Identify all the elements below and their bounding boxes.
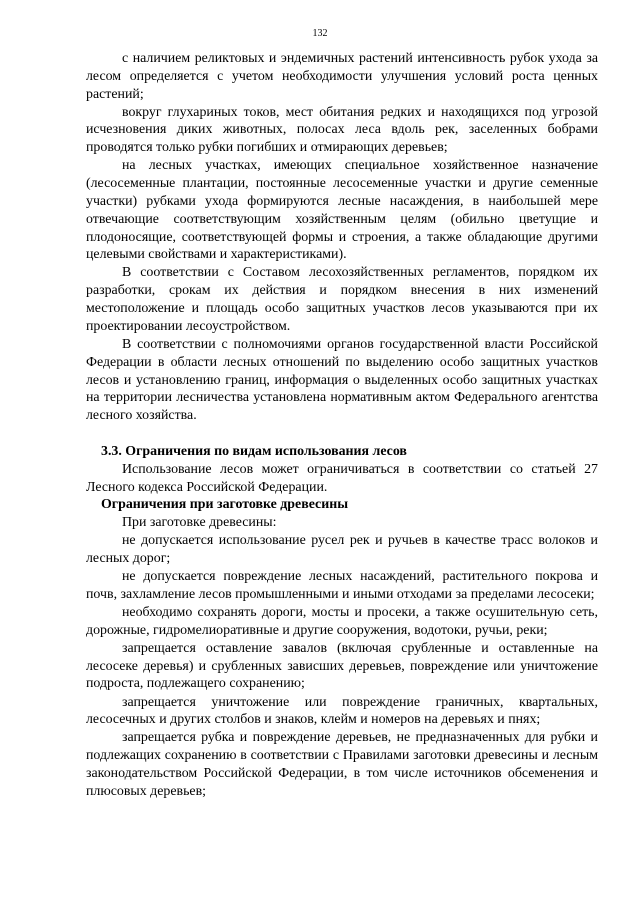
section-heading: 3.3. Ограничения по видам использования лесов — [101, 443, 407, 459]
section-intro: Использование лесов может ограничиваться в соответствии со статьей 27 Лесного кодекса Российской Федерации. — [86, 461, 598, 495]
page-content — [86, 50, 598, 801]
paragraph: При заготовке древесины: — [122, 515, 277, 531]
page-number: 132 — [312, 28, 328, 39]
paragraph: В соответствии с полномочиями органов государственной власти Российской Федерации в области лесных отношений по выделению особо защитных участков лесов и установлению границ, информация о выделенных особо защитных участках на территории лесничества установлена нормативным актом Федерального агентства лесного хозяйства. — [86, 336, 598, 424]
paragraph: с наличием реликтовых и эндемичных растений интенсивность рубок ухода за лесом определяется с учетом необходимости улучшения условий роста ценных растений; — [86, 51, 598, 102]
section-gap — [86, 425, 598, 443]
paragraph: не допускается повреждение лесных насаждений, растительного покрова и почв, захламление лесов промышленными и иными отходами за пределами лесосеки; — [86, 569, 598, 602]
paragraph: запрещается уничтожение или повреждение граничных, квартальных, лесосечных и других столбов и знаков, клейм и номеров на деревьях и пнях; — [86, 694, 598, 728]
paragraph: на лесных участках, имеющих специальное хозяйственное назначение (лесосеменные плантации, постоянные лесосеменные участки и другие семенные участки) рубками ухода формируются лесные насаждения, в наибольшей мере отвечающие соответствующим хозяйственным целям (обильно цветущие и плодоносящие, соответствующей формы и строения, а также обладающие другими целевыми свойствами и характеристиками). — [86, 158, 598, 263]
paragraph: запрещается оставление завалов (включая срубленные и оставленные на лесосеке деревья) и срубленных зависших деревьев, повреждение или уничтожение подроста, подлежащего сохранению; — [86, 640, 598, 692]
paragraph: не допускается использование русел рек и ручьев в качестве трасс волоков и лесных дорог; — [86, 533, 598, 566]
paragraph: необходимо сохранять дороги, мосты и просеки, а также осушительную сеть, дорожные, гидромелиоративные и другие сооружения, водотоки, ручьи, реки; — [86, 604, 598, 638]
paragraph: вокруг глухариных токов, мест обитания редких и находящихся под угрозой исчезновения диких животных, полосах леса вдоль рек, заселенных бобрами проводятся только рубки погибших и отмирающих деревьев; — [86, 104, 598, 156]
subsection-heading: Ограничения при заготовке древесины — [101, 497, 349, 513]
paragraph: В соответствии с Составом лесохозяйственных регламентов, порядком их разработки, срокам их действия и порядком внесения в них изменений местоположение и площадь особо защитных участков лесов указываются при их проектировании лесоустройством. — [86, 265, 598, 334]
paragraph: запрещается рубка и повреждение деревьев, не предназначенных для рубки и подлежащих сохранению в соответствии с Правилами заготовки древесины и лесным законодательством Российской Федерации, в том числе источников обсеменения и плюсовых деревьев; — [86, 730, 598, 799]
